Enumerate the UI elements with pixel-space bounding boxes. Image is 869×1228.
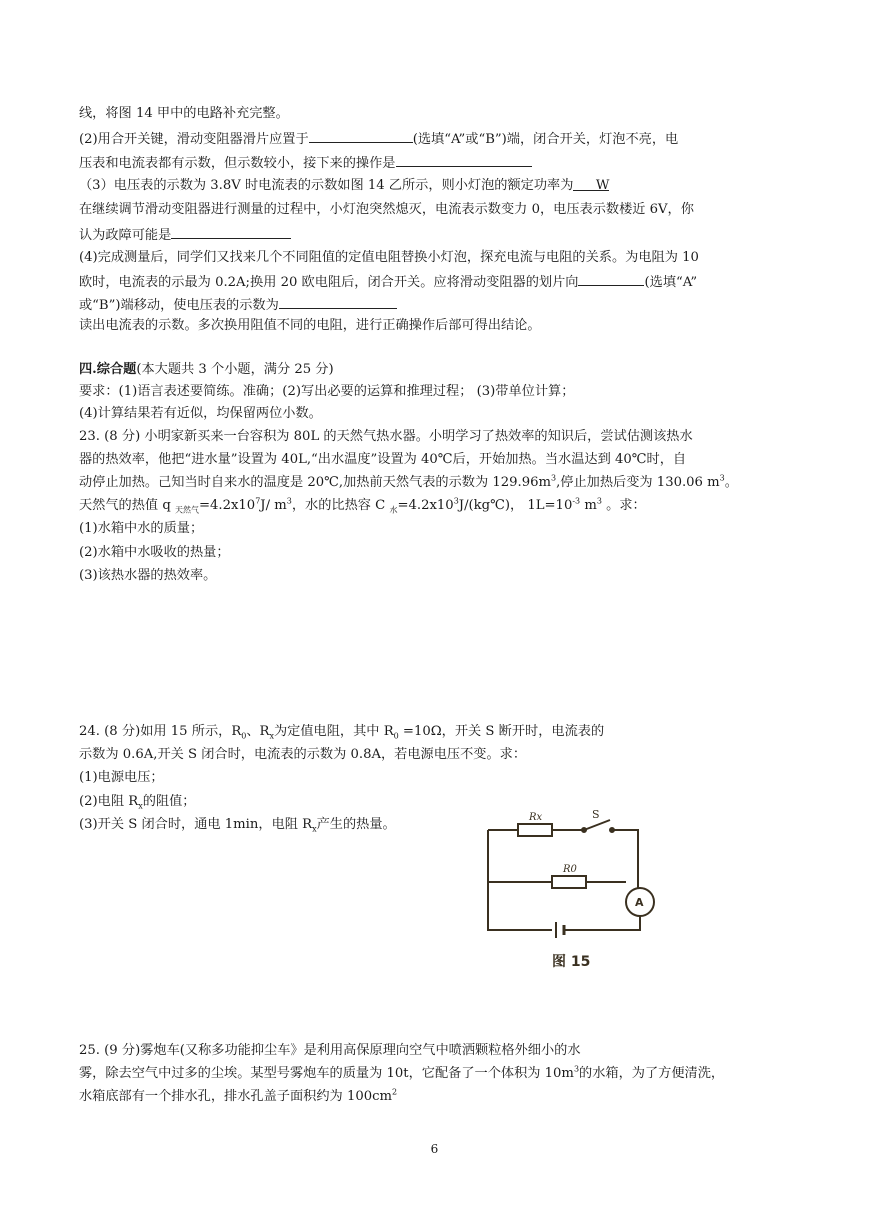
q23-line-2: 器的热效率，他把“进水量”设置为 40L,“出水温度”设置为 40℃后，开始加热。当水温达到 40℃时，自 [79,452,687,467]
sec3-line-1: 线，将图 14 甲中的电路补充完整。 [79,106,289,121]
sec3-line-5: 在继续调节滑动变阻器进行测量的过程中，小灯泡突然熄灭，电流表示数变力 0，电压表示数楼近 6V，你 [79,202,694,217]
q24-line-2: 示数为 0.6A,开关 S 闭合时，电流表的示数为 0.8A，若电源电压不变。求： [79,747,527,762]
q24-part-1: (1)电源电压； [79,770,164,785]
answer-blank[interactable] [171,226,291,239]
label-ammeter: A [635,896,644,909]
sec3-line-10: 读出电流表的示数。多次换用阻值不同的电阻，进行正确操作后部可得出结论。 [79,318,541,333]
requirements-1: 要求：(1)语言表述要简练。准确；(2)写出必要的运算和推理过程； (3)带单位计算； [79,384,575,399]
section-heading: 四.综合题(本大题共 3 个小题，满分 25 分) [79,362,334,377]
q25-line-2: 雾，除去空气中过多的尘埃。某型号雾炮车的质量为 10t，它配备了一个体积为 $10m^3$的水箱，为了方便清洗， [79,1064,725,1081]
resistor-rx [518,824,552,836]
answer-blank[interactable] [279,296,397,309]
sec3-line-9: 或“B”)端移动，使电压表的示数为 [79,296,397,314]
label-switch: S [592,808,600,821]
answer-blank[interactable] [396,154,532,167]
q25-line-1: 25. (9 分)雾炮车(又称多功能抑尘车》是利用高保原理向空气中喷洒颗粒格外细小的水 [79,1043,581,1058]
figure-caption: 图 15 [552,954,591,970]
wire [612,830,638,888]
label-rx: Rx [529,812,543,823]
answer-blank[interactable] [578,273,644,286]
q24-part-2: (2)电阻 $R_x$的阻值； [79,794,196,811]
sec3-line-6: 认为政障可能是 [79,226,291,244]
resistor-r0 [552,876,586,888]
wire [488,830,552,930]
wire [572,916,640,930]
q24-line-1: 24. (8 分)如用 15 所示，$R_0$、$R_x$为定值电阻，其中 $R_0 =10\Omega$，开关 S 断开时，电流表的 [79,724,605,741]
requirements-2: (4)计算结果若有近似，均保留两位小数。 [79,406,322,421]
q25-line-3: 水箱底部有一个排水孔，排水孔盖子面积约为 $100cm^2$ [79,1087,398,1104]
sec3-line-2: (2)用合开关键，滑动变阻器滑片应置于 (选填“A”或“B”)端，闭合开关，灯泡不亮，电 [79,132,679,147]
q23-part-3: (3)该热水器的热效率。 [79,568,217,583]
sec3-line-7: (4)完成测量后，同学们又找来几个不同阻值的定值电阻替换小灯泡，探充电流与电阻的关系。为电阻为 10 [79,250,699,265]
sec3-line-4: （3）电压表的示数为 3.8V 时电流表的示数如图 14 乙所示，则小灯泡的额定功率为 W [79,178,610,193]
q23-line-3: 动停止加热。己知当时自来水的温度是 20℃,加热前天然气表的示数为 $129.96m^3$,停止加热后变为 130.06 $m^3$。 [79,473,738,490]
q24-part-3: (3)开关 S 闭合时，通电 1min，电阻 $R_x$产生的热量。 [79,817,396,834]
circuit-diagram-figure-15 [480,806,680,978]
sec3-line-8: 欧时，电流表的示最为 0.2A;换用 20 欧电阻后，闭合开关。应将滑动变阻器的划片向 (选填“A” [79,275,698,290]
switch-blade [584,820,610,830]
label-r0: R0 [563,864,577,875]
q23-line-1: 23. (8 分) 小明家新买来一台容积为 80L 的天然气热水器。小明学习了热效率的知识后，尝试估测该热水 [79,429,693,444]
q23-part-2: (2)水箱中水吸收的热量； [79,545,230,560]
q23-part-1: (1)水箱中水的质量； [79,521,204,536]
page-number: 6 [430,1142,439,1156]
answer-blank[interactable]: W [573,178,609,191]
answer-blank[interactable] [309,130,413,143]
sec3-line-3: 压表和电流表都有示数，但示数较小，接下来的操作是 [79,154,532,172]
q23-line-4: 天然气的热值 q $_{天然气}=4.2x10^7J/$ $m^3$，水的比热容 C $_水=4.2x10^3J/(kg℃)$， $1L=10^{-3}$ $m^3$ 。求： [79,496,646,515]
